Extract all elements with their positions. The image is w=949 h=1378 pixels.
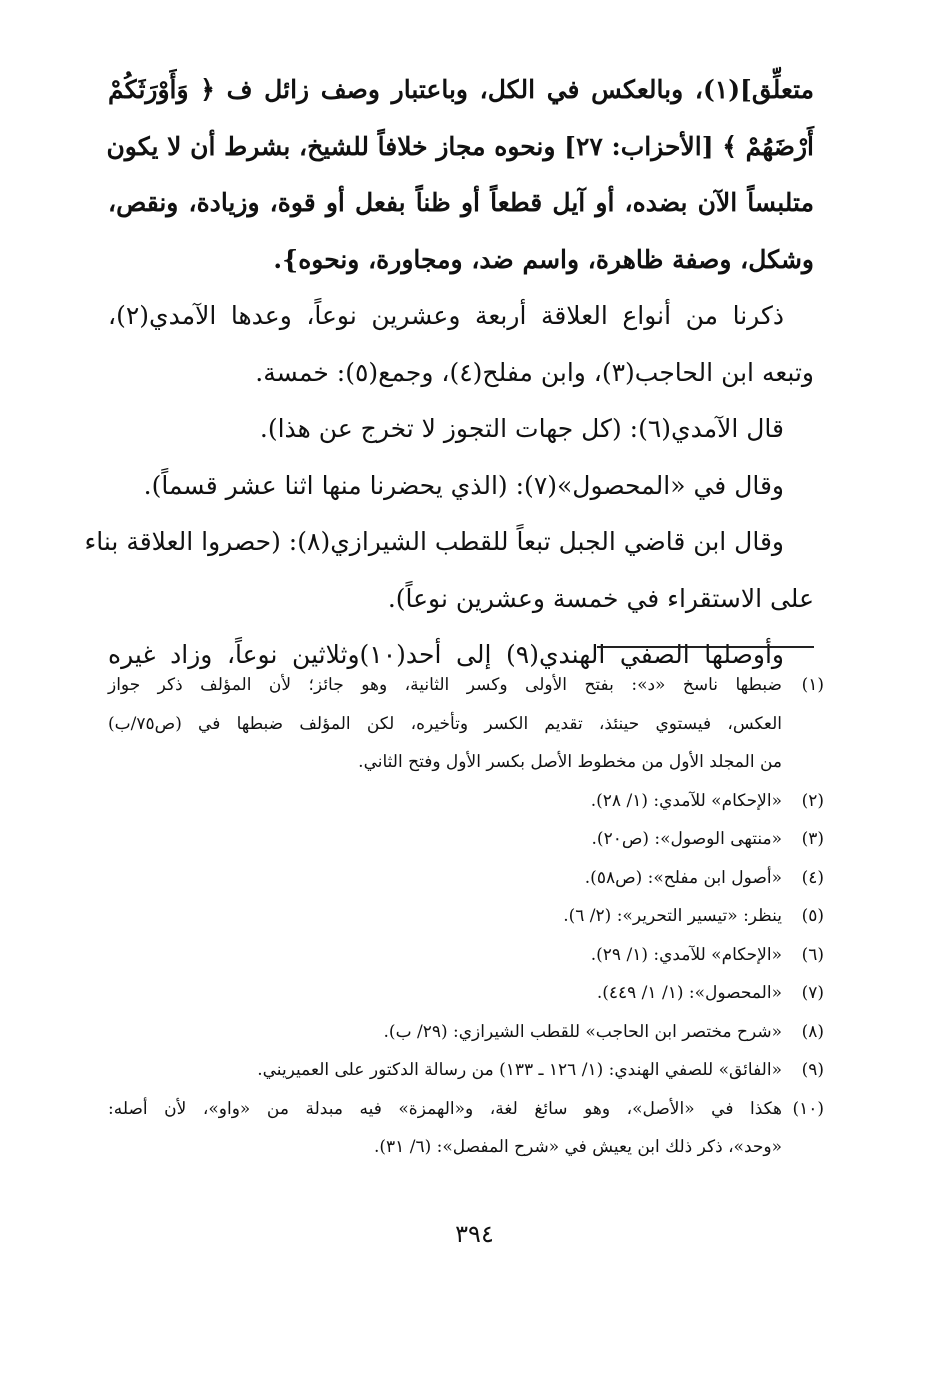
footnote-line: «الإحكام» للآمدي: (١/ ٢٨). (590, 790, 782, 811)
footnote-line: هكذا في «الأصل»، وهو سائغ لغة، و«الهمزة» فيه مبدلة من «واو»، لأن أصله: (108, 1098, 782, 1119)
main-line: وتبعه ابن الحاجب(٣)، وابن مفلح(٤)، وجمع(٥): خمسة. (255, 357, 814, 387)
footnote-line: «وحد»، ذكر ذلك ابن يعيش في «شرح المفصل»: (٦/ ٣١). (373, 1137, 782, 1157)
main-text (84, 62, 814, 684)
footnote-number: (٣) (801, 829, 824, 849)
footnote-number: (٨) (801, 1021, 824, 1042)
page-number: ٣٩٤ (455, 1220, 494, 1248)
footnote-number: (٧) (801, 983, 824, 1003)
footnote-3 (108, 820, 824, 859)
footnote-number: (٢) (801, 790, 824, 811)
footnote-4 (108, 859, 824, 898)
footnote-number: (٦) (801, 944, 824, 965)
footnote-2 (108, 782, 824, 821)
footnote-8 (108, 1013, 824, 1052)
footnote-line: العكس، فيستوي حينئذ، تقديم الكسر وتأخيره، لكن المؤلف ضبطها في (ص٧٥/ب) (108, 713, 782, 734)
footnote-line: «شرح مختصر ابن الحاجب» للقطب الشيرازي: (٢٩/ ب). (383, 1021, 782, 1042)
footnote-10 (108, 1090, 824, 1167)
main-line: وشكل، وصفة ظاهرة، واسم ضد، ومجاورة، ونحوه}. (273, 244, 814, 274)
footnote-line: «المحصول»: (١/ ١/ ٤٤٩). (596, 983, 782, 1003)
main-line: وقال في «المحصول»(٧): (الذي يحضرنا منها اثنا عشر قسماً). (143, 470, 784, 500)
footnote-number: (١٠) (792, 1098, 824, 1119)
footnote-line: «الفائق» للصفي الهندي: (١/ ١٢٦ ـ ١٣٣) من رسالة الدكتور على العميريني. (257, 1060, 782, 1080)
footnote-number: (١) (801, 675, 824, 695)
main-line: على الاستقراء في خمسة وعشرين نوعاً). (387, 583, 814, 613)
main-line: قال الآمدي(٦): (كل جهات التجوز لا تخرج عن هذا). (259, 414, 784, 443)
footnote-line: «الإحكام» للآمدي: (١/ ٢٩). (590, 944, 782, 965)
footnote-5 (108, 897, 824, 936)
footnote-line: ينظر: «تيسير التحرير»: (٢/ ٦). (563, 906, 782, 926)
footnote-line: من المجلد الأول من مخطوط الأصل بكسر الأول وفتح الثاني. (358, 752, 782, 772)
footnote-number: (٩) (801, 1060, 824, 1080)
footnote-line: «أصول ابن مفلح»: (ص٥٨). (584, 867, 782, 888)
footnote-number: (٤) (801, 867, 824, 888)
footnote-1 (108, 666, 824, 782)
main-line: وقال ابن قاضي الجبل تبعاً للقطب الشيرازي(٨): (حصروا العلاقة بناء (84, 527, 784, 556)
main-line: وأوصلها الصفي الهندي(٩) إلى أحد(١٠)وثلاثين نوعاً، وزاد غيره (108, 640, 784, 669)
footnote-number: (٥) (801, 906, 824, 926)
footnote-6 (108, 936, 824, 975)
main-line: متعلِّق](١)، وبالعكس في الكل، وباعتبار وصف زائل ف ﴿ وَأَوْرَثَكُمْ (108, 75, 814, 104)
footnote-9 (108, 1051, 824, 1090)
main-line: ذكرنا من أنواع العلاقة أربعة وعشرين نوعاً، وعدها الآمدي(٢)، (108, 301, 784, 330)
footnote-line: ضبطها ناسخ «د»: بفتح الأولى وكسر الثانية، وهو جائز؛ لأن المؤلف ذكر جواز (108, 675, 782, 695)
footnotes (108, 666, 824, 1167)
main-line: متلبساً الآن بضده، أو آيل قطعاً أو ظناً بفعل أو قوة، وزيادة، ونقص، (108, 188, 814, 217)
main-line: أَرْضَهُمْ ﴾ [الأحزاب: ٢٧] ونحوه مجاز خلافاً للشيخ، بشرط أن لا يكون (106, 131, 814, 161)
footnote-line: «منتهى الوصول»: (ص٢٠). (591, 829, 782, 849)
footnote-7 (108, 974, 824, 1013)
footnote-separator (597, 646, 814, 648)
